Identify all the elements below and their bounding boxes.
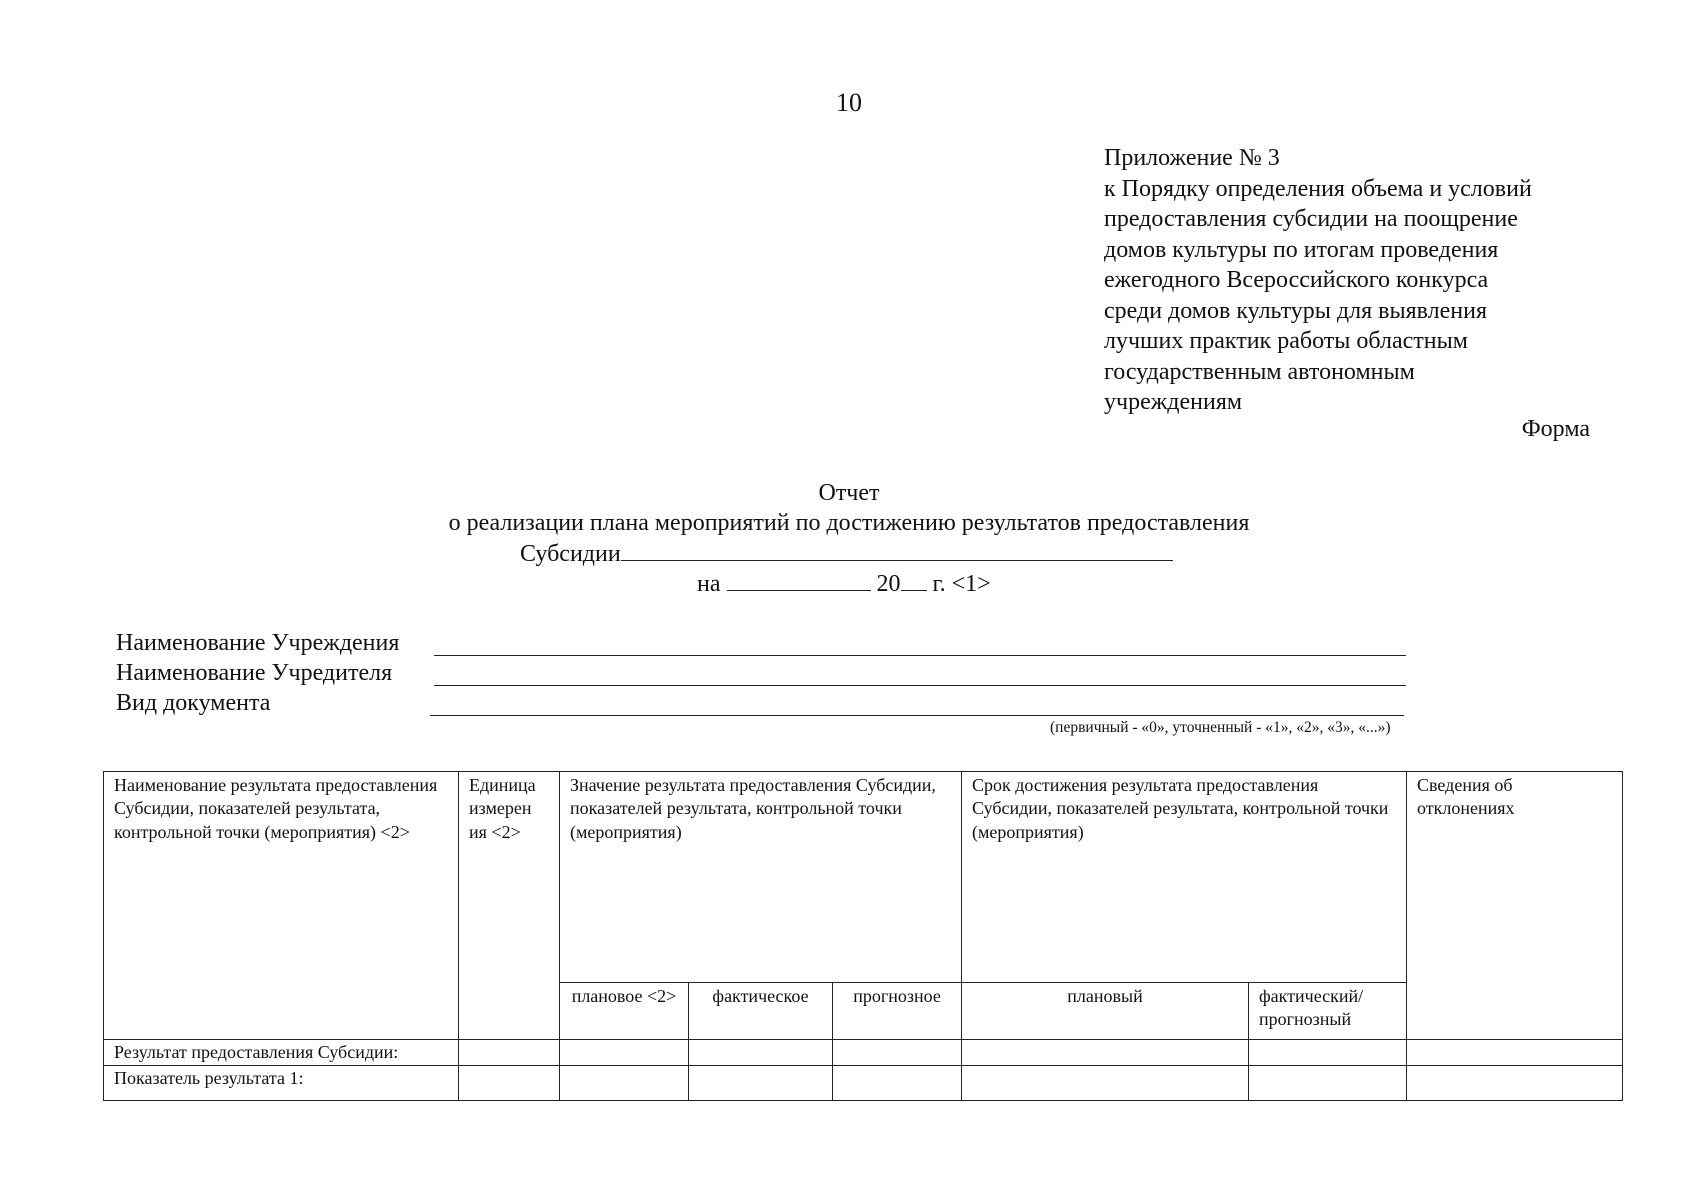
- appendix-line: среди домов культуры для выявления: [1104, 297, 1487, 324]
- appendix-line: государственным автономным: [1104, 358, 1415, 385]
- table-cell[interactable]: [962, 1040, 1249, 1066]
- date-year-blank[interactable]: [901, 568, 927, 591]
- header-value-forecast: прогнозное: [833, 983, 962, 1040]
- founder-field[interactable]: [434, 685, 1406, 686]
- appendix-line: домов культуры по итогам проведения: [1104, 236, 1499, 263]
- date-suffix: г. <1>: [932, 571, 991, 597]
- table-cell[interactable]: [833, 1066, 962, 1101]
- subsidy-line: [520, 538, 1173, 570]
- doc-type-hint: (первичный - «0», уточненный - «1», «2», «3», «...»): [1050, 719, 1391, 736]
- table-cell[interactable]: [689, 1066, 833, 1101]
- header-value-group: Значение результата предоставления Субсидии, показателей результата, контрольной точки (мероприятия): [560, 772, 962, 983]
- appendix-line: к Порядку определения объема и условий: [1104, 175, 1532, 202]
- table-cell[interactable]: [833, 1040, 962, 1066]
- institution-field[interactable]: [434, 655, 1406, 656]
- table-cell[interactable]: [689, 1040, 833, 1066]
- header-unit: Единица измерен ия <2>: [459, 772, 560, 1040]
- table-cell[interactable]: [1249, 1066, 1407, 1101]
- report-subtitle: о реализации плана мероприятий по достижению результатов предоставления: [448, 510, 1250, 536]
- date-line: [697, 568, 991, 600]
- table-cell[interactable]: [962, 1066, 1249, 1101]
- table-cell[interactable]: [1407, 1066, 1623, 1101]
- table-cell[interactable]: [560, 1066, 689, 1101]
- doc-type-label: Вид документа: [116, 690, 271, 716]
- row-label: Показатель результата 1:: [104, 1066, 459, 1101]
- subsidy-blank[interactable]: [621, 538, 1173, 561]
- table-cell[interactable]: [459, 1066, 560, 1101]
- institution-label: Наименование Учреждения: [116, 630, 400, 656]
- header-deadline-group: Срок достижения результата предоставления Субсидии, показателей результата, контрольной точки (мероприятия): [962, 772, 1407, 983]
- header-deadline-actual: фактический/ прогнозный: [1249, 983, 1407, 1040]
- date-day-month-blank[interactable]: [727, 568, 871, 591]
- report-title: Отчет: [818, 480, 880, 506]
- subsidy-label: Субсидии: [520, 541, 621, 567]
- row-label: Результат предоставления Субсидии:: [104, 1040, 459, 1066]
- header-deadline-planned: плановый: [962, 983, 1249, 1040]
- header-deviations: Сведения об отклонениях: [1407, 772, 1623, 1040]
- appendix-line: лучших практик работы областным: [1104, 328, 1468, 354]
- table-cell[interactable]: [459, 1040, 560, 1066]
- header-result-name: Наименование результата предоставления Субсидии, показателей результата, контрольной точки (мероприятия) <2>: [104, 772, 459, 1040]
- appendix-line: учреждениям: [1104, 389, 1243, 415]
- founder-label: Наименование Учредителя: [116, 660, 393, 686]
- header-value-actual: фактическое: [689, 983, 833, 1040]
- report-table: [103, 771, 1623, 1101]
- table-cell[interactable]: [1407, 1040, 1623, 1066]
- date-year-prefix: 20: [876, 571, 901, 597]
- table-cell[interactable]: [560, 1040, 689, 1066]
- page-number: 10: [836, 88, 862, 117]
- appendix-line: предоставления субсидии на поощрение: [1104, 206, 1518, 232]
- appendix-line: Приложение № 3: [1104, 145, 1280, 171]
- appendix-line: ежегодного Всероссийского конкурса: [1104, 267, 1489, 293]
- form-label: Форма: [1521, 416, 1590, 442]
- appendix-block: [1104, 143, 1624, 418]
- table-row: [104, 1040, 1623, 1066]
- table-cell[interactable]: [1249, 1040, 1407, 1066]
- header-value-planned: плановое <2>: [560, 983, 689, 1040]
- doc-type-field[interactable]: [430, 715, 1404, 716]
- table-row: [104, 1066, 1623, 1101]
- date-prefix: на: [697, 571, 721, 597]
